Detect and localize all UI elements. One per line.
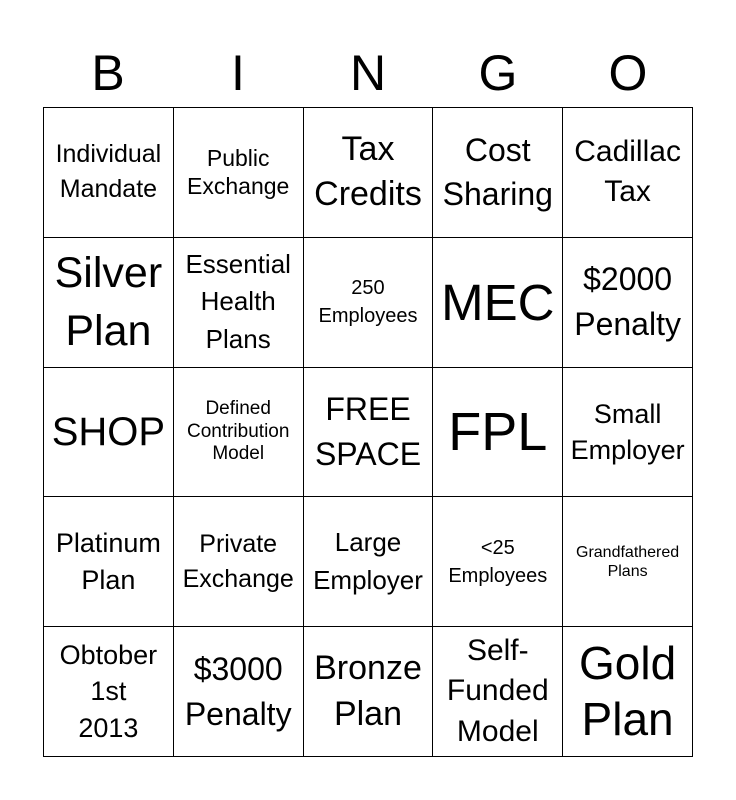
cell-text: SHOP (51, 409, 166, 454)
bingo-cell[interactable] (44, 627, 174, 757)
bingo-cell[interactable] (174, 368, 304, 498)
cell-text: Tax Credits (314, 129, 422, 214)
cell-text: Individual Mandate (55, 140, 162, 204)
bingo-cell[interactable] (433, 368, 563, 498)
bingo-cell[interactable] (174, 627, 304, 757)
cell-text: Obtober 1st 2013 (59, 639, 158, 743)
cell-text: FREE SPACE (314, 391, 422, 472)
bingo-cell[interactable] (433, 627, 563, 757)
bingo-cell[interactable] (304, 627, 434, 757)
cell-text: $2000 Penalty (574, 261, 681, 343)
cell-text: <25 Employees (448, 536, 548, 587)
bingo-cell[interactable] (563, 627, 693, 757)
bingo-cell[interactable] (44, 238, 174, 368)
cell-text: Small Employer (570, 398, 685, 465)
bingo-cell[interactable] (563, 238, 693, 368)
header-letter-i: I (231, 45, 245, 101)
header-letter-g: G (478, 45, 518, 101)
bingo-cell[interactable] (174, 497, 304, 627)
cell-text: Cadillac Tax (574, 134, 681, 209)
bingo-cell[interactable] (563, 368, 693, 498)
bingo-cell[interactable] (433, 238, 563, 368)
cell-text: Private Exchange (182, 529, 294, 593)
bingo-cell[interactable] (563, 497, 693, 627)
cell-text: Cost Sharing (442, 131, 553, 213)
bingo-cell[interactable] (433, 497, 563, 627)
bingo-cell[interactable] (44, 108, 174, 238)
cell-text: Silver Plan (54, 249, 163, 356)
cell-text: FPL (448, 401, 548, 462)
cell-text: Self- Funded Model (446, 633, 549, 748)
cell-text: Grandfathered Plans (576, 543, 680, 580)
bingo-cell[interactable] (174, 108, 304, 238)
cell-text: $3000 Penalty (184, 650, 292, 732)
cell-text: Essential Health Plans (185, 248, 291, 355)
header-letter-n: N (349, 45, 387, 101)
cell-text: 250 Employees (318, 277, 418, 328)
cell-text: MEC (441, 273, 555, 331)
cell-text: Bronze Plan (314, 648, 422, 733)
bingo-board (43, 107, 693, 757)
cell-text: Gold Plan (579, 637, 677, 745)
bingo-cell[interactable] (44, 497, 174, 627)
bingo-cell[interactable] (304, 497, 434, 627)
bingo-header (43, 40, 693, 106)
cell-text: Public Exchange (187, 144, 290, 200)
header-letter-o: O (608, 45, 648, 101)
bingo-cell[interactable] (433, 108, 563, 238)
cell-text: Defined Contribution Model (186, 397, 290, 465)
bingo-cell[interactable] (174, 238, 304, 368)
bingo-cell[interactable] (304, 108, 434, 238)
cell-text: Platinum Plan (55, 528, 161, 595)
bingo-cell[interactable] (44, 368, 174, 498)
cell-text: Large Employer (313, 527, 423, 595)
bingo-cell[interactable] (563, 108, 693, 238)
bingo-cell[interactable] (304, 368, 434, 498)
header-letter-b: B (91, 45, 125, 101)
bingo-cell[interactable] (304, 238, 434, 368)
